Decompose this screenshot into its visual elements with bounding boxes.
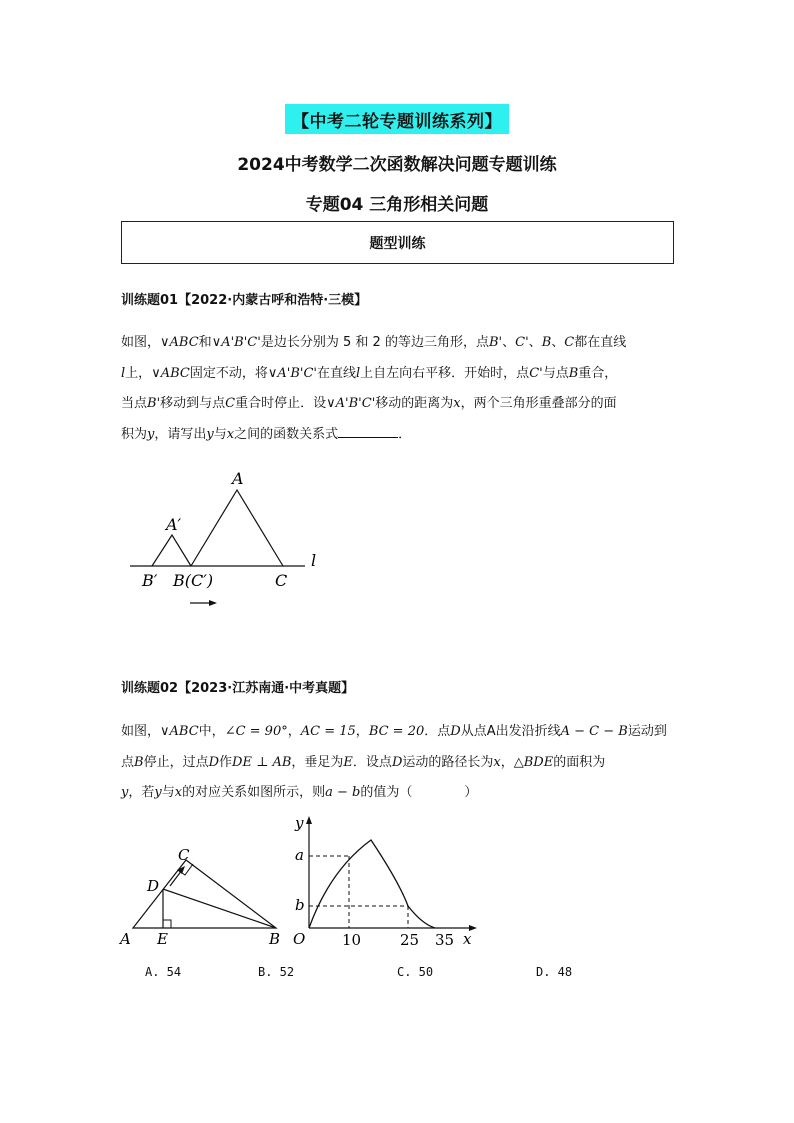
big-triangle xyxy=(191,490,283,566)
tick-10: 10 xyxy=(342,931,362,949)
label-A-prime: A′ xyxy=(166,515,182,534)
label-a: a xyxy=(295,846,304,864)
q1-text: 如图，∨ABC和∨A'B'C'是边长分别为 5 和 2 的等边三角形，点B'、C'、B、C都在直线 l上，∨ABC固定不动，将∨A'B'C'在直线l上自左向右平移．开始时，点C'与点B重合， 当点B'移动到与点C重合时停止．设∨A'B'C'移动的距离为x，两个三角形重叠部分的面 积为y，请写出y与x之间的函数关系式 ． xyxy=(121,335,627,442)
label-A: A xyxy=(120,930,131,948)
segment-DB xyxy=(163,889,276,928)
option-D[interactable]: D. 48 xyxy=(536,965,573,979)
small-triangle xyxy=(152,535,191,566)
answer-blank[interactable] xyxy=(338,425,398,438)
q2-triangle-figure xyxy=(115,843,290,953)
q1-figure xyxy=(120,460,340,620)
section-label-box xyxy=(121,221,674,264)
label-b: b xyxy=(295,896,305,914)
option-C[interactable]: C. 50 xyxy=(397,965,434,979)
section-label: 题型训练 xyxy=(369,235,426,252)
tick-35: 35 xyxy=(435,931,455,949)
q2-heading: 训练题02【2023·江苏南通·中考真题】 xyxy=(121,681,355,696)
q2-graph xyxy=(285,812,485,952)
tick-25: 25 xyxy=(400,931,420,949)
label-D: D xyxy=(147,877,160,895)
label-y: y xyxy=(295,814,304,832)
curve xyxy=(309,840,435,928)
sub-title: 专题04 三角形相关问题 xyxy=(305,195,489,215)
label-l: l xyxy=(311,551,317,570)
q2-text: 如图，∨ABC中，∠C = 90°，AC = 15，BC = 20．点D从点A出发沿折线A − C − B运动到 点B停止，过点D作DE ⊥ AB，垂足为E．设点D运动的路径长为x，△BDE的面积为 y，若y与x的对应关系如图所示，则a − b的值为（ ） xyxy=(121,724,667,800)
arrow-head xyxy=(209,600,217,606)
label-A: A xyxy=(232,469,244,488)
label-E: E xyxy=(157,930,168,948)
label-B: B xyxy=(269,930,281,948)
main-title: 2024中考数学二次函数解决问题专题训练 xyxy=(237,155,557,175)
label-B-prime: B′ xyxy=(142,571,158,590)
label-O: O xyxy=(293,930,306,948)
label-C: C xyxy=(178,846,190,864)
option-B[interactable]: B. 52 xyxy=(258,965,295,979)
series-tag: 【中考二轮专题训练系列】 xyxy=(285,104,509,134)
y-axis-arrow xyxy=(306,816,312,824)
option-A[interactable]: A. 54 xyxy=(145,965,182,979)
label-C: C xyxy=(275,571,288,590)
label-x: x xyxy=(463,930,472,948)
label-B-C-prime: B(C′) xyxy=(173,571,214,590)
q1-heading: 训练题01【2022·内蒙古呼和浩特·三模】 xyxy=(121,293,368,308)
right-angle-E xyxy=(163,920,171,928)
